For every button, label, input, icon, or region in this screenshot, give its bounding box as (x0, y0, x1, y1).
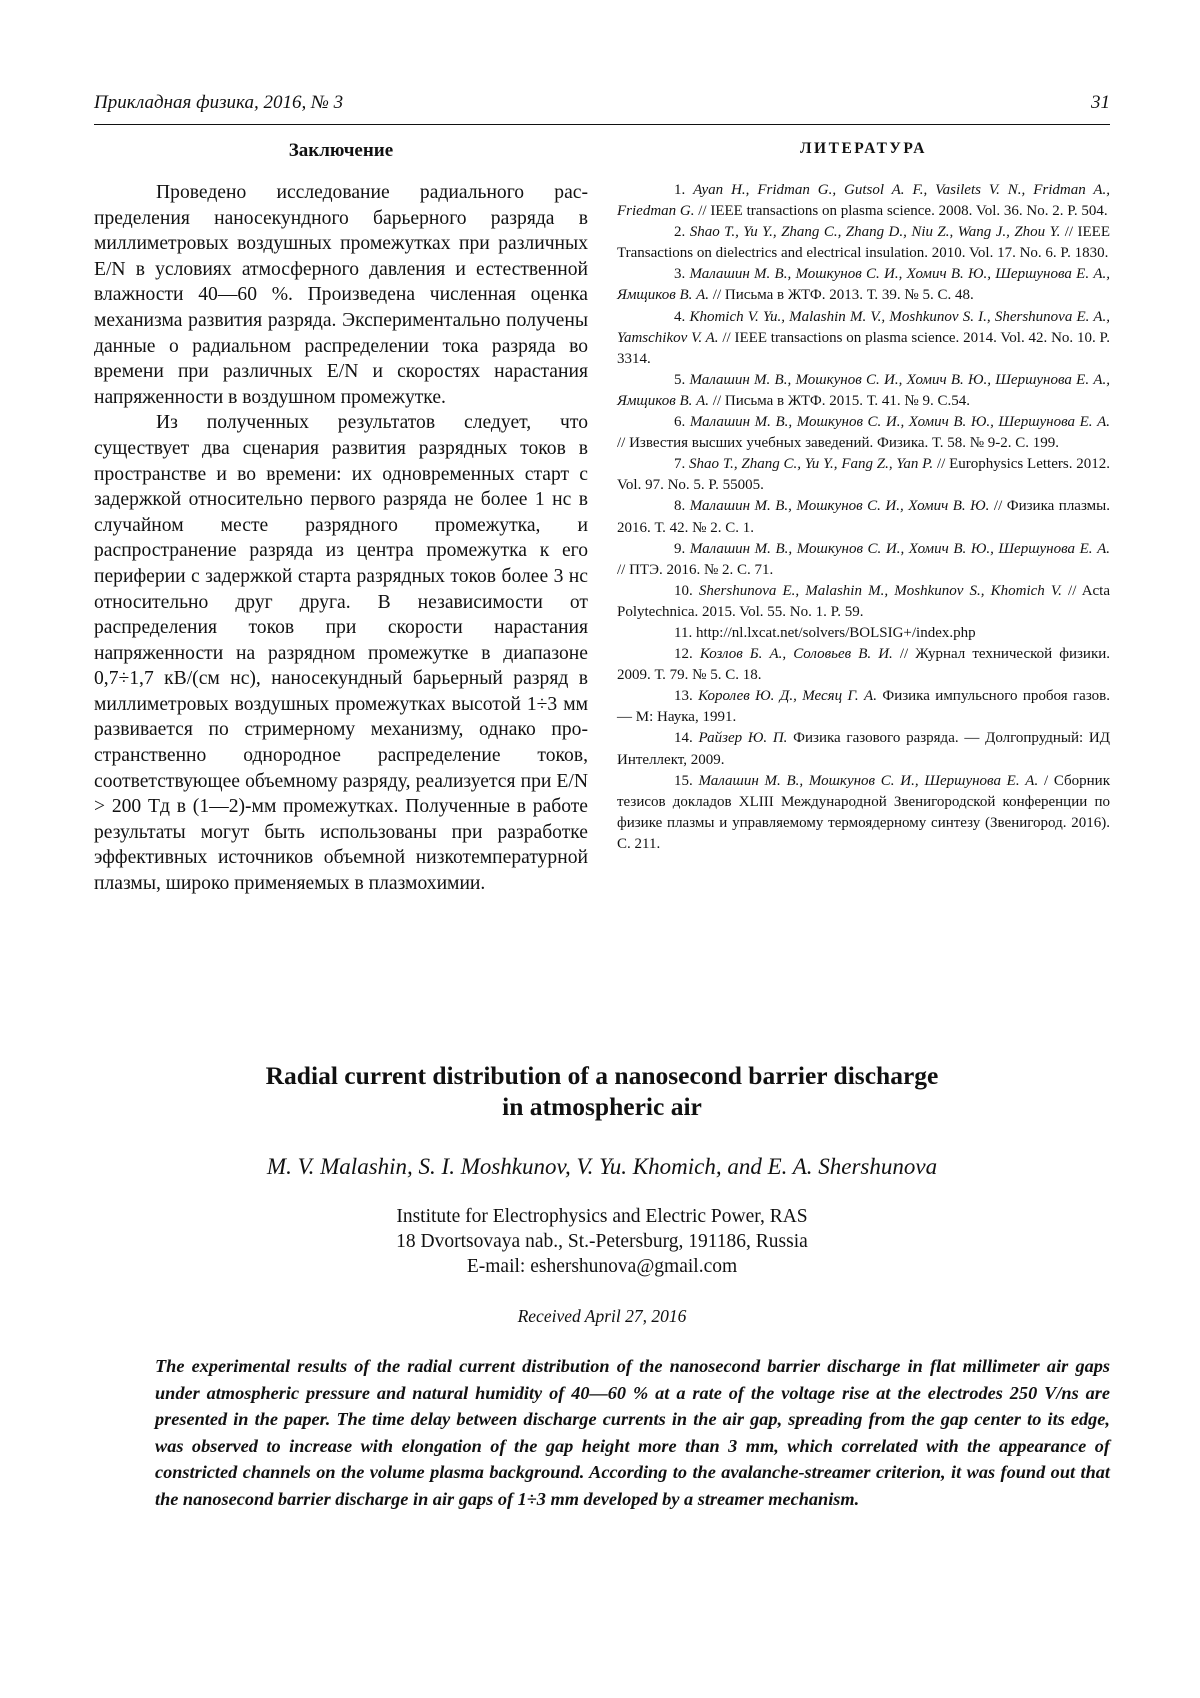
reference-number: 6. (674, 414, 686, 431)
reference-number: 12. (674, 646, 693, 663)
reference-authors: Khomich V. Yu., Malashin M. V., Moshkunov S. I., Shershunova E. A., Yamschikov V. A. (617, 308, 1111, 346)
reference-authors: Shao T., Zhang C., Yu Y., Fang Z., Yan P. (689, 456, 934, 473)
reference-authors: Shao T., Yu Y., Zhang C., Zhang D., Niu Z., Wang J., Zhou Y. (689, 224, 1061, 241)
reference-number: 8. (674, 498, 686, 515)
header-rule (94, 124, 1110, 125)
english-title-line: in atmospheric air (502, 1092, 702, 1121)
affiliation-line: Institute for Electrophysics and Electric Power, RAS (396, 1206, 808, 1227)
reference-item (617, 686, 1110, 728)
reference-authors: Ayan H., Fridman G., Gutsol A. F., Vasilets V. N., Fridman A., Friedman G. (617, 182, 1110, 220)
reference-source: Физика импульсного пробоя газов. — М: Наука, 1991. (617, 688, 1111, 726)
reference-number: 15. (674, 772, 693, 789)
reference-source: // IEEE transactions on plasma science. 2014. Vol. 42. No. 10. P. 3314. (617, 329, 1110, 367)
journal-title: Прикладная физика, 2016, № 3 (94, 92, 344, 113)
reference-source: // IEEE transactions on plasma science. 2008. Vol. 36. No. 2. P. 504. (694, 203, 1108, 220)
reference-item (617, 623, 1110, 644)
affiliation-address: 18 Dvortsovaya nab., St.-Petersburg, 191186, Russia (396, 1231, 808, 1252)
reference-number: 5. (674, 371, 686, 388)
reference-item (617, 454, 1110, 496)
reference-number: 3. (674, 266, 686, 283)
running-head (94, 92, 1110, 122)
reference-authors: Малашин М. В., Мошкунов С. И., Шершунова Е. А. (698, 772, 1039, 789)
reference-number: 11. (674, 624, 693, 641)
reference-item (617, 728, 1110, 770)
reference-source: // Журнал технической физики. 2009. Т. 79. № 5. С. 18. (617, 646, 1111, 684)
reference-source: Физика газового разряда. — Долгопрудный: ИД Интеллект, 2009. (617, 730, 1111, 768)
reference-source: // Acta Polytechnica. 2015. Vol. 55. No. 1. P. 59. (617, 582, 1111, 620)
reference-item (617, 771, 1110, 855)
reference-number: 9. (674, 540, 686, 557)
reference-authors: Shershunova E., Malashin M., Moshkunov S., Khomich V. (698, 582, 1062, 599)
reference-number: 2. (674, 224, 686, 241)
received-date: Received April 27, 2016 (517, 1306, 687, 1326)
reference-item (617, 222, 1110, 264)
english-title-line: Radial current distribution of a nanosecond barrier discharge (265, 1061, 939, 1090)
english-authors: M. V. Malashin, S. I. Moshkunov, V. Yu. Khomich, and E. A. Shershunova (266, 1154, 938, 1179)
email: E-mail: eshershunova@gmail.com (466, 1256, 738, 1277)
reference-authors: Малашин М. В., Мошкунов С. И., Хомич В. Ю., Шершунова Е. А. (689, 414, 1111, 431)
reference-number: 4. (674, 308, 686, 325)
reference-authors: Королев Ю. Д., Месяц Г. А. (698, 688, 877, 705)
conclusion-column (94, 136, 588, 897)
reference-item (617, 581, 1110, 623)
reference-source: // Europhysics Letters. 2012. Vol. 97. No. 5. P. 55005. (617, 456, 1110, 494)
reference-authors: Козлов Б. А., Соловьев В. И. (699, 646, 893, 663)
conclusion-title: Заключение (288, 140, 394, 161)
reference-number: 1. (674, 182, 686, 198)
reference-source: // ПТЭ. 2016. № 2. С. 71. (617, 561, 774, 578)
reference-source: // Письма в ЖТФ. 2013. Т. 39. № 5. С. 48. (709, 287, 974, 304)
reference-item (617, 264, 1110, 306)
reference-number: 7. (674, 456, 686, 473)
reference-number: 10. (674, 582, 693, 599)
reference-source: // Известия высших учебных заведений. Физика. Т. 58. № 9-2. С. 199. (617, 435, 1060, 452)
reference-item (617, 307, 1110, 370)
reference-source[interactable]: http://nl.lxcat.net/solvers/BOLSIG+/index.php (695, 624, 976, 641)
references-column (617, 136, 1110, 855)
reference-list (617, 180, 1110, 855)
reference-source: / Сборник тезисов докладов XLIII Международной Звенигородской конференции по физике плазмы и управляемому термоядерному синтезу (Звенигород. 2016). С. 211. (617, 772, 1110, 852)
english-abstract: The experimental results of the radial current distribution of the nanosecond barrier discharge in flat millimeter air gaps under atmospheric pressure and natural humidity of 40—60 % at a rate of the voltage rise at the electrodes 250 V/ns are presented in the paper. The time delay between discharge currents in the air gap, spreading from the gap center to its edge, was observed to increase with elongation of the gap height more than 3 mm, which correlated with the appearance of constricted channels on the volume plasma background. According to the avalanche-streamer criterion, it was found out that the nanosecond barrier discharge in air gaps of 1÷3 mm developed by a streamer mechanism. (155, 1356, 1110, 1509)
reference-item (617, 496, 1110, 538)
english-title (94, 1060, 1110, 1122)
reference-item (617, 539, 1110, 581)
reference-source: // IEEE Transactions on dielectrics and electrical insulation. 2010. Vol. 17. No. 6. P. 1830. (617, 224, 1111, 262)
affiliation (94, 1204, 1110, 1279)
conclusion-paragraph: Из полученных результатов следует, что существует два сценария развития разрядных токов в пространстве и во времени: их одновременных старт с задержкой относительно первого разряда не более 1 нс в случайном месте разрядного промежутка, и распространение разряда из центра промежутка к его периферии с задержкой старта разрядных токов более 3 нс относительно друг друга. В независимости от распределения токов при скорости нарастания напряженности на разрядном промежутке в диапазоне 0,7÷1,7 кВ/(см нс), наносекундный барьерный разряд в миллиметровых воздушных промежутках высотой 1÷3 мм развивается по стримерному механизму, однако пространственно однородное распределение токов, соответствующее объемному разряду, реализуется при E/N > 200 Тд в (1—2)-мм промежутках. Полученные в работе результаты могут быть использованы при разработке эффективных источников объемной низкотемпературной плазмы, широко применяемых в плазмохимии. (94, 412, 588, 895)
reference-authors: Малашин М. В., Мошкунов С. И., Хомич В. Ю., Шершунова Е. А., Ямщиков В. А. (617, 266, 1111, 304)
reference-item (617, 412, 1110, 454)
reference-item (617, 180, 1110, 222)
reference-authors: Малашин М. В., Мошкунов С. И., Хомич В. Ю., Шершунова Е. А. (689, 540, 1111, 557)
reference-item (617, 370, 1110, 412)
reference-source: // Физика плазмы. 2016. Т. 42. № 2. С. 1. (617, 498, 1110, 536)
references-title: ЛИТЕРАТУРА (800, 140, 927, 157)
reference-authors: Райзер Ю. П. (698, 730, 788, 747)
reference-authors: Малашин М. В., Мошкунов С. И., Хомич В. Ю. (689, 498, 990, 515)
reference-item (617, 644, 1110, 686)
reference-number: 13. (674, 688, 693, 705)
conclusion-paragraph: Проведено исследование радиального распределения наносекундного барьерного разряда в миллиметровых воздушных промежутках при различных E/N в условиях атмосферного давления и естественной влажности 40—60 %. Произведена численная оценка механизма развития разряда. Экспериментально получены данные о радиальном распределении тока разряда во времени при различных E/N и скоростях нарастания напряженности в воздушном промежутке. (94, 182, 588, 408)
reference-authors: Малашин М. В., Мошкунов С. И., Хомич В. Ю., Шершунова Е. А., Ямщиков В. А. (617, 371, 1111, 409)
reference-source: // Письма в ЖТФ. 2015. Т. 41. № 9. С.54. (709, 392, 970, 409)
reference-number: 14. (674, 730, 693, 747)
page-number: 31 (1091, 92, 1110, 113)
